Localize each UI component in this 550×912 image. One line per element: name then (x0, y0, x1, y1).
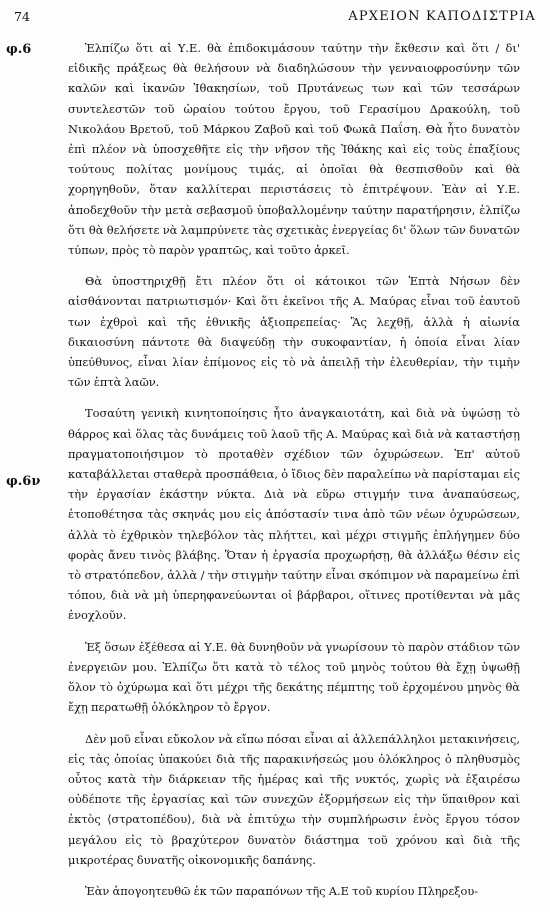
folio-note-6v: φ.6ν (6, 474, 41, 489)
paragraph-6: Ἐὰν ἀπογοητευθῶ ἐκ τῶν παραπόνων τῆς Α.Ε τοῦ κυρίου Πληρεξου- (85, 883, 479, 898)
page-number: 74 (14, 9, 30, 24)
running-head: ΑΡΧΕΙΟΝ ΚΑΠΟΔΙΣΤΡΙΑ (348, 9, 536, 24)
page-header (14, 9, 536, 27)
paragraph-4: Ἐξ ὅσων ἐξέθεσα αἱ Υ.Ε. θὰ δυνηθοῦν νὰ γνωρίσουν τὸ παρὸν στάδιον τῶν ἐνεργειῶν μου. Ἐλπίζω ὅτι κατὰ τὸ τέλος τοῦ μηνὸς τούτου θὰ ἔχῃ ὑψωθῇ ὅλον τὸ ὀχύρωμα καὶ ὅτι μέχρι τῆς δεκάτης πέμπτης τοῦ ἐρχομένου μηνὸς θὰ ἔχῃ περατωθῇ ὁλόκληρον τὸ ἔργον. (68, 639, 520, 715)
paragraph-3: Τοσαύτη γενικὴ κινητοποίησις ἦτο ἀναγκαιοτάτη, καὶ διὰ νὰ ὑψώσῃ τὸ θάρρος καὶ ὅλας τὰς δυνάμεις τοῦ λαοῦ τῆς Α. Μαύρας καὶ διὰ νὰ καταστήσῃ πραγματοποιήσιμον τὸ προταθὲν σχέδιον τῶν ὀχυρώσεων. Ἐπ' αὐτοῦ καταβάλλεται σταθερὰ προσπάθεια, ὁ ἴδιος δὲν παραλείπω νὰ παρίσταμαι εἰς τὴν ἐργασίαν ἑκάστην νύκτα. Διὰ νὰ εὕρω στιγμήν τινα ἀναπαύσεως, ἐτοποθέτησα τὰς σκηνάς μου εἰς ἀπόστασίν τινα ἀπὸ τῶν νέων ὀχυρώσεων, ἀλλὰ τὸ ἐχθρικὸν τηλεβόλον τὰς πλήττει, καὶ μέχρι στιγμῆς ἐπλήγημεν δύο φορὰς ἄνευ τινὸς βλάβης. Ὅταν ἡ ἐργασία προχωρήσῃ, θὰ ἀλλάξω θέσιν εἰς τὸ στρατόπεδον, ἀλλὰ / τὴν στιγμὴν ταύτην εἶναι σκόπιμον νὰ παραμείνω ἐπὶ τόπου, διὰ νὰ μὴ ὑπερηφανεύωνται οἱ βάρβαροι, οἵτινες προτίθενται νὰ μᾶς ἐνοχλοῦν. (68, 406, 520, 623)
paragraph-5: Δὲν μοῦ εἶναι εὔκολον νὰ εἴπω πόσαι εἶναι αἱ ἀλλεπάλληλοι μετακινήσεις, εἰς τὰς ὁποίας ὑπακούει διὰ τῆς παρακινήσεώς μου ὁλόκληρος ὁ πληθυσμὸς οὗτος κατὰ τὴν διάρκειαν τῆς ἡμέρας καὶ τῆς νυκτός, χωρὶς νὰ ἐξαιρέσω οὐδέποτε τῆς ἐργασίας καὶ τῶν συνεχῶν ἐξορμήσεων εἰς τὴν ὕπαιθρον καὶ ἐκτὸς ⟨στρατοπέδου⟩, διὰ νὰ ἐπιτύχω τὴν συμπλήρωσιν ἑνὸς ἔργου τόσον μεγάλου εἰς τὸ βραχύτερον δυνατὸν διάστημα τοῦ χρόνου καὶ διὰ τῆς μικροτέρας δυνατῆς οἰκονομικῆς δαπάνης. (68, 731, 520, 867)
paragraph-1: Ἐλπίζω ὅτι αἱ Υ.Ε. θὰ ἐπιδοκιμάσουν ταύτην τὴν ἔκθεσιν καὶ ὅτι / δι' εἰδικῆς πράξεως θὰ θελήσουν νὰ διαδηλώσουν τὴν γενναιοφροσύνην τῶν καλῶν καὶ ἱκανῶν Ἰθακησίων, τοῦ Πρυτάνεως των καὶ τῶν τεσσάρων συντελεστῶν τοῦ ὡραίου τούτου ἔργου, τοῦ Γερασίμου Δρακούλη, τοῦ Νικολάου Βρετοῦ, τοῦ Μάρκου Ζαβοῦ καὶ τοῦ Φωκᾶ Παΐση. Θὰ ἦτο δυνατὸν ἐπὶ πλέον νὰ ὑποσχεθῆτε εἰς τὴν νῆσον τῆς Ἰθάκης καὶ εἰς τοὺς ἐπαξίους τούτους πολίτας μονίμους τιμάς, αἱ ὁποῖαι θὰ θεσπισθοῦν καὶ θὰ χορηγηθοῦν, ὅταν καλλίτεραι περιστάσεις τὸ ἐπιτρέψουν. Ἐὰν αἱ Υ.Ε. ἀποδεχθοῦν τὴν μετὰ σεβασμοῦ ὑποβαλλομένην ταύτην παρατήρησιν, ἐλπίζω ὅτι θὰ θελήσετε νὰ λαμπρύνετε τὰς σχετικὰς ἐνεργείας δι' ὅλων τῶν δυνατῶν τύπων, πρὸς τὸ παρὸν γραπτῶς, καὶ τοῦτο ἀρκεῖ. (68, 41, 520, 258)
paragraph-2: Θὰ ὑποστηριχθῇ ἔτι πλέον ὅτι οἱ κάτοικοι τῶν Ἑπτὰ Νήσων δὲν αἰσθάνονται πατριωτισμόν· Καὶ ὅτι ἐκεῖνοι τῆς Α. Μαύρας εἶναι τοῦ ἑαυτοῦ των ἐχθροὶ καὶ τῆς ἐθνικῆς ἀξιοπρεπείας· Ἂς λεχθῇ, ἀλλὰ ἡ αἰωνία δικαιοσύνη πάντοτε θὰ διαψεύδῃ τὴν συκοφαντίαν, ἡ ὁποία εἶναι λίαν ὑπεύθυνος, εἶναι λίαν ἐπίμονος εἰς τὸ νὰ ἀπειλῇ τὴν ἐλευθερίαν, τὴν τιμὴν τῶν ἑπτὰ λαῶν. (68, 274, 520, 390)
body-text (68, 38, 520, 912)
folio-note-6: φ.6 (6, 42, 32, 57)
